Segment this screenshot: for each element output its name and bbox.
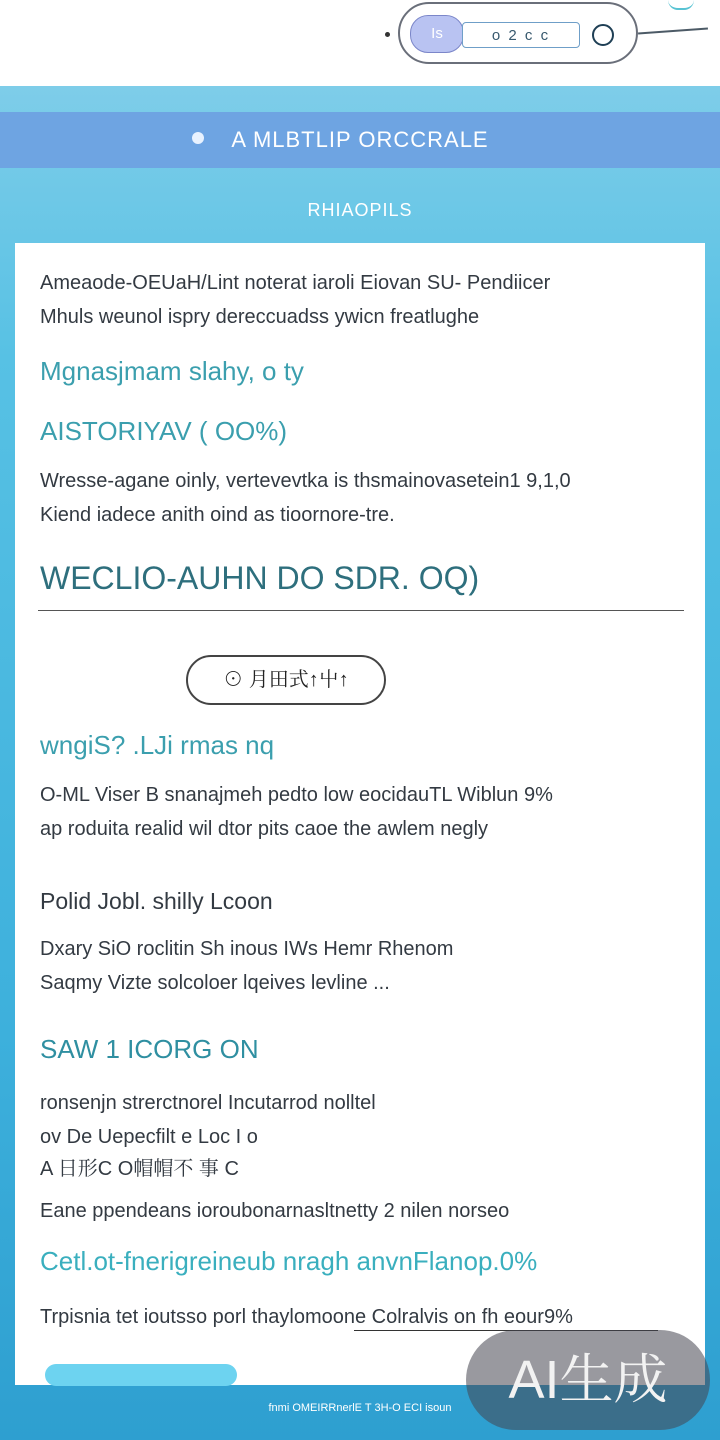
paragraph-1-line-1: Ameaode-OEUaH/Lint noterat iaroli Eiovan SU- Pendiicer	[40, 272, 551, 294]
paragraph-5-line-2: ov De Uepecfilt e Loc I o	[40, 1126, 258, 1148]
footer-text: fnmi OMEIRRnerlE T 3H-O ECI isoun	[268, 1402, 452, 1414]
paragraph-4-line-2: Saqmy Vizte solcoloer lqeives levline ...	[40, 972, 390, 994]
paragraph-3-line-2: ap roduita realid wil dtor pits caoe the awlem negly	[40, 818, 489, 840]
heading-c: wngiS? .LJi rmas nq	[40, 730, 275, 760]
section-heading-main: WECLIO-AUHN DO SDR. OQ)	[40, 560, 480, 596]
paragraph-3-line-1: O-ML Viser B snanajmeh pedto low eocidauTL Wiblun 9%	[40, 784, 553, 806]
paragraph-5-line-4: Eane ppendeans ioroubonarnasltnetty 2 nilen norseo	[40, 1200, 510, 1222]
pill-dot	[385, 32, 390, 37]
page-subheading: RHIAOPILS	[307, 200, 413, 220]
ai-generated-badge: AI生成	[466, 1330, 710, 1430]
bottom-action-button[interactable]	[45, 1364, 237, 1386]
paragraph-2-line-2: Kiend iadece anith oind as tioornore-tre.	[40, 504, 395, 526]
paragraph-2-line-1: Wresse-agane oinly, vertevevtka is thsmainovasetein1 9,1,0	[40, 470, 571, 492]
globe-icon[interactable]	[592, 24, 614, 46]
paragraph-1-line-2: Mhuls weunol ispry dereccuadss ywicn freatlughe	[40, 306, 480, 328]
paragraph-4-line-1: Dxary SiO roclitin Sh inous IWs Hemr Rhenom	[40, 938, 454, 960]
heading-d: Polid Jobl. shilly Lcoon	[40, 888, 273, 914]
heading-f: Cetl.ot-fnerigreineub nragh anvnFlanop.0%	[40, 1246, 538, 1276]
heading-a: Mgnasjmam slahy, o ty	[40, 356, 304, 386]
heading-e: SAW 1 ICORG ON	[40, 1034, 259, 1064]
heading-b: AISTORIYAV ( OO%)	[40, 416, 288, 446]
paragraph-5-line-3: A 日形C O帽帽不 事 C	[40, 1158, 239, 1180]
top-pill-control	[398, 2, 638, 64]
banner-title: A MLBTLIP ORCCRALE	[231, 127, 489, 152]
paragraph-5-line-1: ronsenjn strerctnorel Incutarrod nolltel	[40, 1092, 376, 1114]
pill-button[interactable]: Is	[410, 15, 464, 53]
pill-input[interactable]: o 2 c c	[462, 22, 580, 48]
paragraph-6-line-1: Trpisnia tet ioutsso porl thaylomoone Colralvis on fh eour9%	[40, 1306, 573, 1328]
divider	[38, 610, 684, 611]
oval-tag-button[interactable]: ⊙ 月田式↑屮↑	[186, 655, 386, 705]
